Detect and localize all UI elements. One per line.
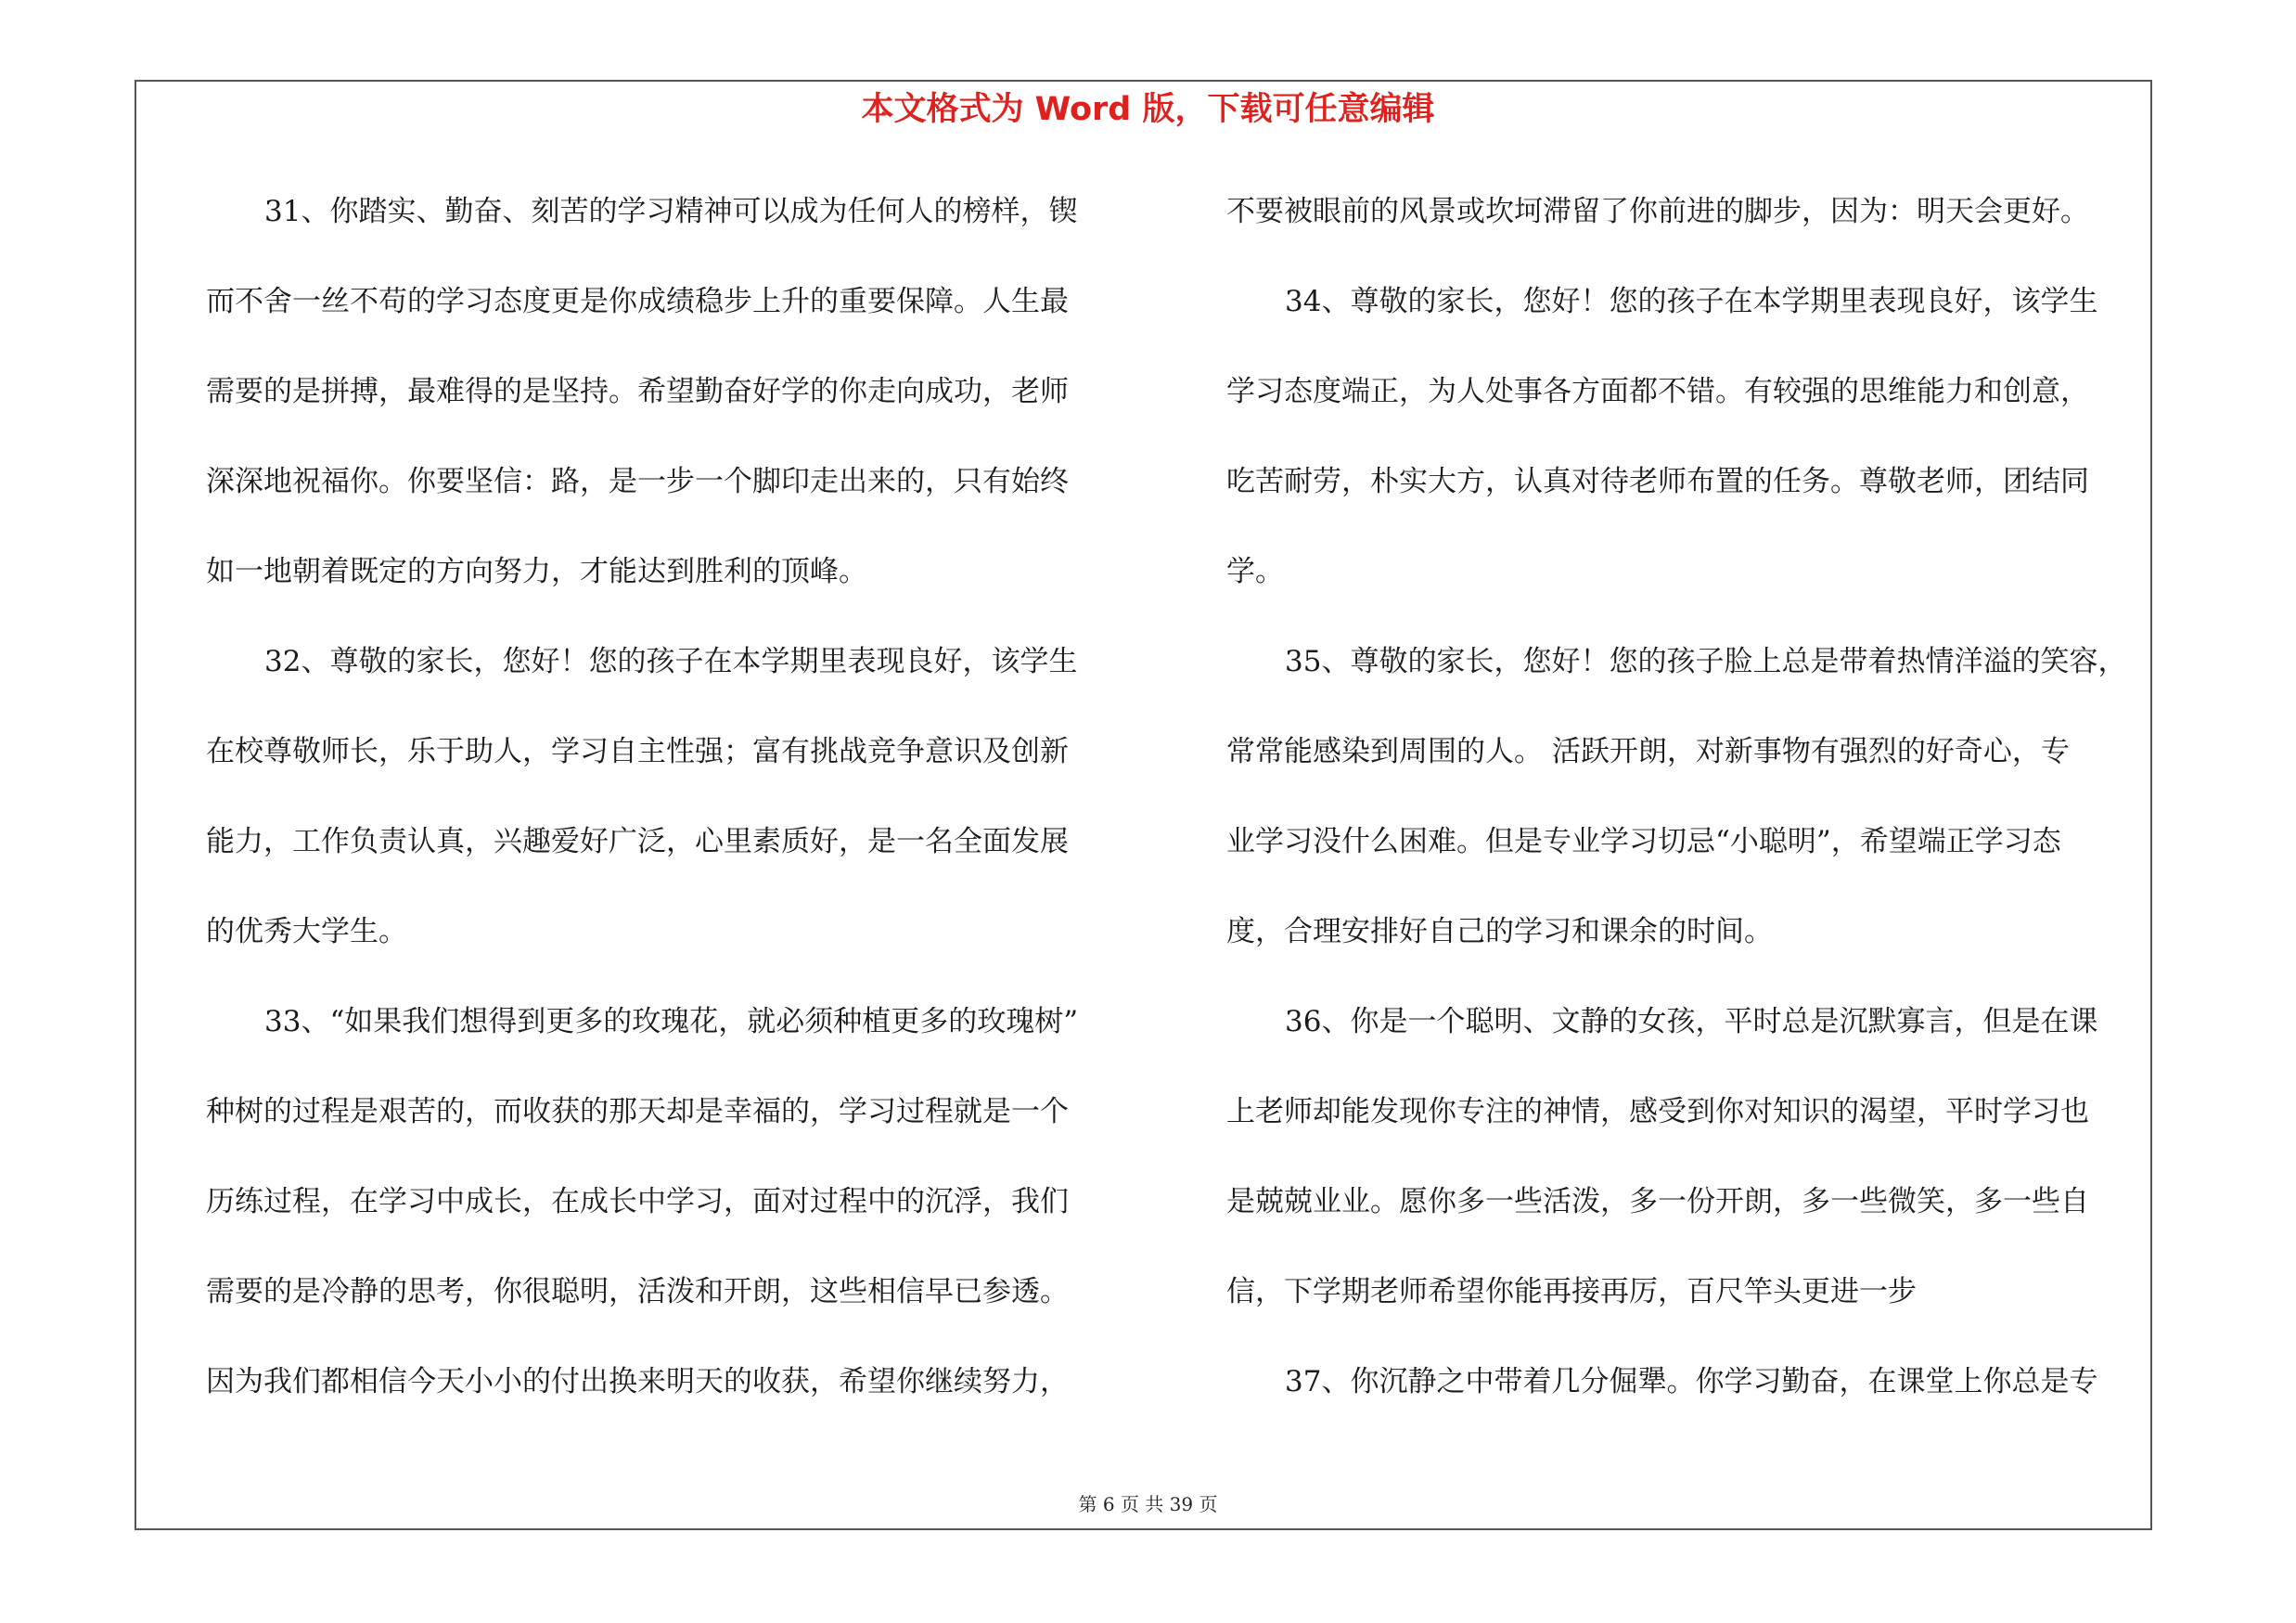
right-line: 37、你沉静之中带着几分倔犟。你学习勤奋，在课堂上你总是专 [1285, 1365, 2098, 1398]
left-line: 32、尊敬的家长，您好！您的孩子在本学期里表现良好，该学生 [264, 645, 1078, 678]
left-line: 深深地祝福你。你要坚信：路，是一步一个脚印走出来的，只有始终 [206, 465, 1069, 498]
right-line: 常常能感染到周围的人。 活跃开朗，对新事物有强烈的好奇心，专 [1226, 735, 2070, 768]
left-line: 33、“如果我们想得到更多的玫瑰花，就必须种植更多的玫瑰树” [264, 1005, 1079, 1038]
left-line: 历练过程，在学习中成长，在成长中学习，面对过程中的沉浮，我们 [206, 1185, 1069, 1218]
left-line: 需要的是冷静的思考，你很聪明，活泼和开朗，这些相信早已参透。 [206, 1275, 1069, 1308]
left-line: 31、你踏实、勤奋、刻苦的学习精神可以成为任何人的榜样，锲 [264, 195, 1078, 228]
right-line: 36、你是一个聪明、文静的女孩，平时总是沉默寡言，但是在课 [1285, 1005, 2098, 1038]
right-line: 学习态度端正，为人处事各方面都不错。有较强的思维能力和创意， [1226, 375, 2089, 408]
document-header: 本文格式为 Word 版，下载可任意编辑 [861, 91, 1435, 128]
left-line: 因为我们都相信今天小小的付出换来明天的收获，希望你继续努力， [206, 1365, 1069, 1398]
right-line: 度，合理安排好自己的学习和课余的时间。 [1226, 915, 1773, 948]
right-line: 上老师却能发现你专注的神情，感受到你对知识的渴望，平时学习也 [1226, 1095, 2089, 1128]
left-line: 如一地朝着既定的方向努力，才能达到胜利的顶峰。 [206, 555, 867, 588]
left-line: 而不舍一丝不苟的学习态度更是你成绩稳步上升的重要保障。人生最 [206, 285, 1069, 318]
left-line: 的优秀大学生。 [206, 915, 407, 948]
right-line: 35、尊敬的家长，您好！您的孩子脸上总是带着热情洋溢的笑容， [1285, 645, 2127, 678]
left-line: 种树的过程是艰苦的，而收获的那天却是幸福的，学习过程就是一个 [206, 1095, 1069, 1128]
left-line: 需要的是拼搏，最难得的是坚持。希望勤奋好学的你走向成功，老师 [206, 375, 1069, 408]
right-line: 34、尊敬的家长，您好！您的孩子在本学期里表现良好，该学生 [1285, 285, 2098, 318]
page-footer: 第 6 页 共 39 页 [1078, 1493, 1218, 1515]
left-line: 在校尊敬师长，乐于助人，学习自主性强；富有挑战竞争意识及创新 [206, 735, 1069, 768]
right-line: 信，下学期老师希望你能再接再厉，百尺竿头更进一步 [1226, 1275, 1917, 1308]
left-line: 能力，工作负责认真，兴趣爱好广泛，心里素质好，是一名全面发展 [206, 825, 1069, 858]
right-line: 业学习没什么困难。但是专业学习切忌“小聪明”，希望端正学习态 [1226, 825, 2061, 858]
right-line: 学。 [1226, 555, 1284, 588]
right-line: 吃苦耐劳，朴实大方，认真对待老师布置的任务。尊敬老师，团结同 [1226, 465, 2089, 498]
right-line: 不要被眼前的风景或坎坷滞留了你前进的脚步，因为：明天会更好。 [1226, 195, 2089, 228]
right-line: 是兢兢业业。愿你多一些活泼，多一份开朗，多一些微笑，多一些自 [1226, 1185, 2089, 1218]
